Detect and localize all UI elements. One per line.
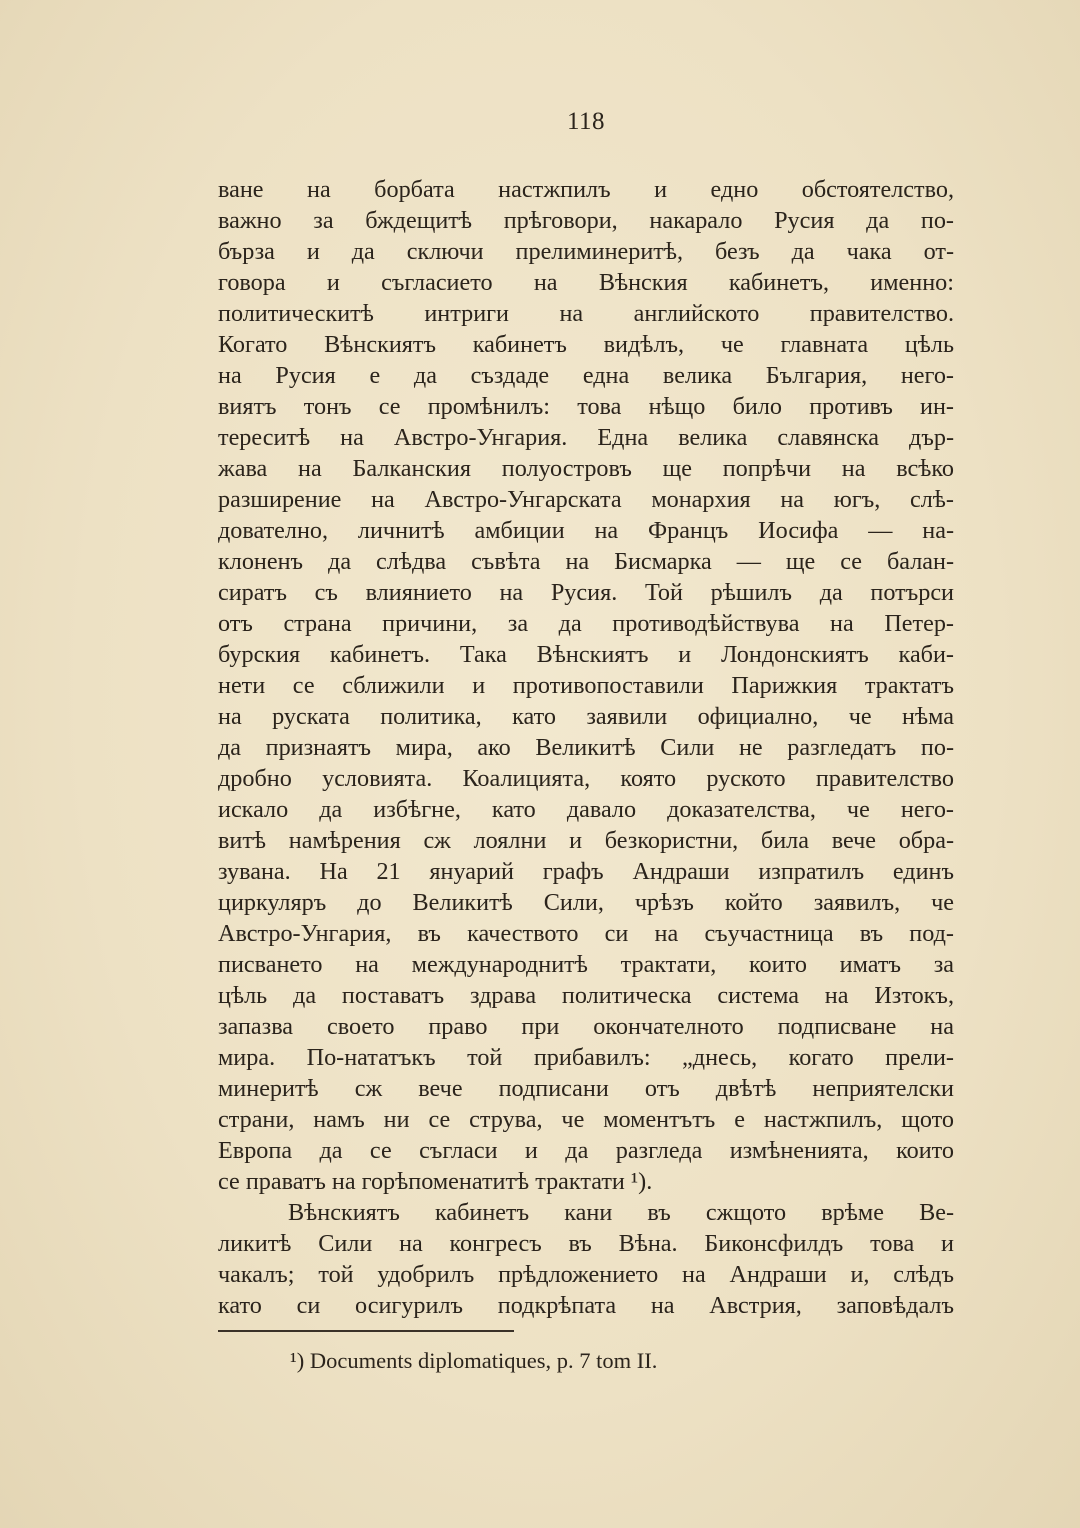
- text-line: минеритѣ сж вече подписани отъ двѣтѣ неприятелски: [218, 1075, 954, 1102]
- text-line: дробно условията. Коалицията, която руското правителство: [218, 765, 954, 792]
- text-line: витѣ намѣрения сж лоялни и безкористни, била вече обра-: [218, 827, 954, 854]
- text-line: отъ страна причини, за да противодѣйствува на Петер-: [218, 610, 954, 637]
- footnote-text: Documents diplomatiques, p. 7 tom II.: [309, 1348, 658, 1373]
- text-line: говора и съгласието на Вѣнския кабинетъ, именно:: [218, 269, 954, 296]
- text-line: разширение на Австро-Унгарската монархия на югъ, слѣ-: [218, 486, 954, 513]
- text-line: политическитѣ интриги на английското правителство.: [218, 300, 954, 327]
- text-line: сиратъ съ влиянието на Русия. Той рѣшилъ да потърси: [218, 579, 954, 606]
- footnote-mark: ¹): [290, 1348, 305, 1373]
- text-line: нети се сближили и противопоставили Парижкия трактатъ: [218, 672, 954, 699]
- text-line: циркуляръ до Великитѣ Сили, чрѣзъ който заявилъ, че: [218, 889, 954, 916]
- text-line: Когато Вѣнскиятъ кабинетъ видѣлъ, че главната цѣль: [218, 331, 954, 358]
- text-line: Австро-Унгария, въ качеството си на съучастница въ под-: [218, 920, 954, 947]
- text-line: Вѣнскиятъ кабинетъ кани въ сжщото врѣме Ве-: [288, 1199, 954, 1226]
- text-line: писването на международнитѣ трактати, които иматъ за: [218, 951, 954, 978]
- text-line: да признаятъ мира, ако Великитѣ Сили не разгледатъ по-: [218, 734, 954, 761]
- text-line: като си осигурилъ подкрѣпата на Австрия, заповѣдалъ: [218, 1292, 954, 1319]
- text-line: дователно, личнитѣ амбиции на Францъ Иосифа — на-: [218, 517, 954, 544]
- text-line: мира. По-нататъкъ той прибавилъ: „днесь, когато прели-: [218, 1044, 954, 1071]
- text-line: на Русия е да създаде една велика България, него-: [218, 362, 954, 389]
- text-line: чакалъ; той удобрилъ прѣдложението на Андраши и, слѣдъ: [218, 1261, 954, 1288]
- text-line: важно за бждещитѣ прѣговори, накарало Русия да по-: [218, 207, 954, 234]
- body-text: [218, 174, 954, 1321]
- text-line: клоненъ да слѣдва съвѣта на Бисмарка — ще се балан-: [218, 548, 954, 575]
- text-line: се праватъ на горѣпоменатитѣ трактати ¹).: [218, 1168, 653, 1195]
- text-line: тереситѣ на Австро-Унгария. Една велика славянска дър-: [218, 424, 954, 451]
- text-line: ване на борбата настжпилъ и едно обстоятелство,: [218, 176, 954, 203]
- text-line: бурския кабинетъ. Така Вѣнскиятъ и Лондонскиятъ каби-: [218, 641, 954, 668]
- footnote-divider: [218, 1330, 514, 1332]
- text-line: ликитѣ Сили на конгресъ въ Вѣна. Биконсфилдъ това и: [218, 1230, 954, 1257]
- text-line: зувана. На 21 януарий графъ Андраши изпратилъ единъ: [218, 858, 954, 885]
- text-line: бърза и да сключи прелиминеритѣ, безъ да чака от-: [218, 238, 954, 265]
- text-line: жава на Балканския полуостровъ ще попрѣчи на всѣко: [218, 455, 954, 482]
- text-line: искало да избѣгне, като давало доказателства, че него-: [218, 796, 954, 823]
- text-line: запазва своето право при окончателното подписване на: [218, 1013, 954, 1040]
- text-line: на руската политика, като заявили официално, че нѣма: [218, 703, 954, 730]
- text-line: цѣль да поставатъ здрава политическа система на Изтокъ,: [218, 982, 954, 1009]
- text-line: Европа да се съгласи и да разгледа измѣненията, които: [218, 1137, 954, 1164]
- footnote: [290, 1346, 657, 1376]
- text-line: страни, намъ ни се струва, че моментътъ е настжпилъ, щото: [218, 1106, 954, 1133]
- text-line: виятъ тонъ се промѣнилъ: това нѣщо било противъ ин-: [218, 393, 954, 420]
- page-number: 118: [566, 108, 606, 135]
